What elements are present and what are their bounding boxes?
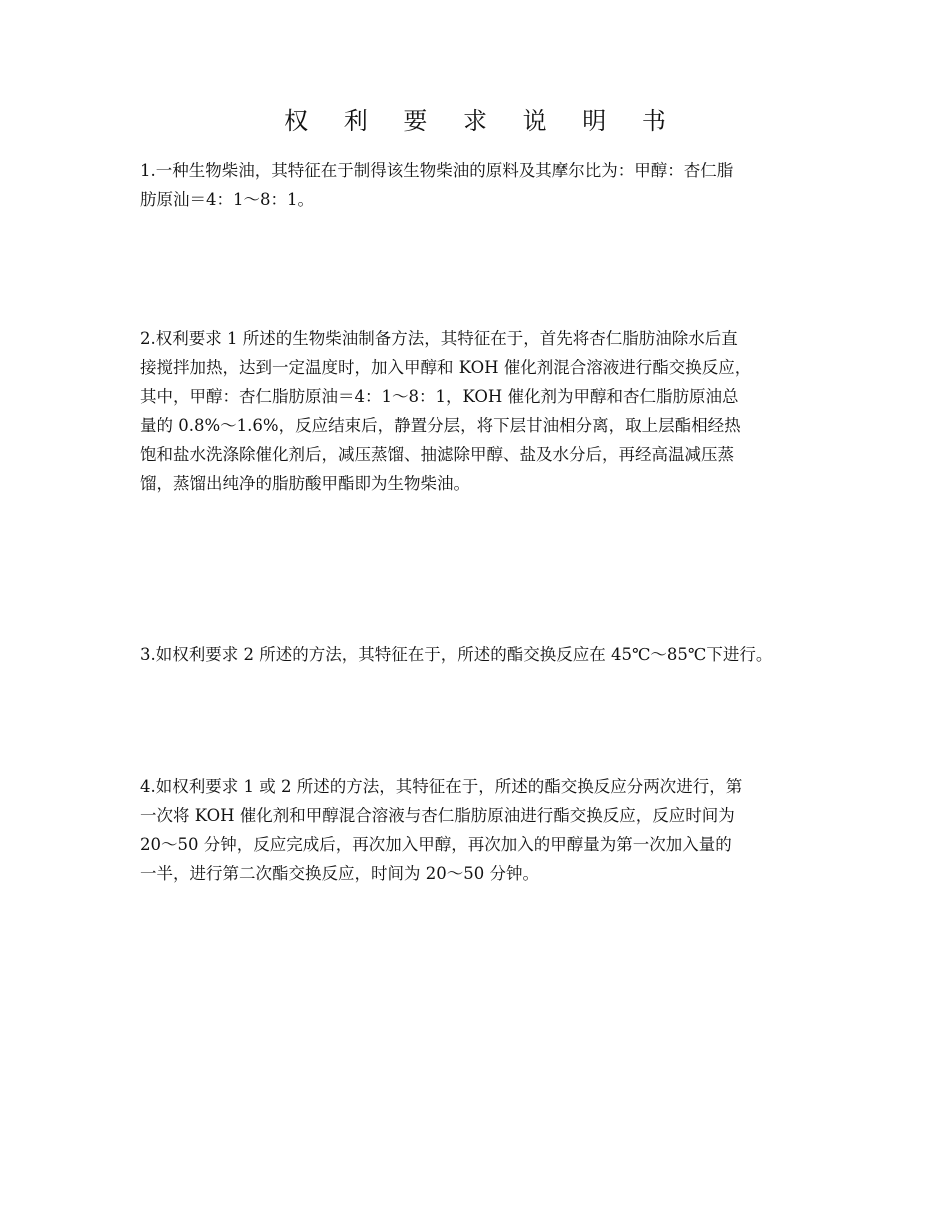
claim-1-line-2: 肪原汕＝4：1～8：1。 <box>140 190 314 209</box>
claim-2-line-6: 馏，蒸馏出纯净的脂肪酸甲酯即为生物柴油。 <box>140 474 470 493</box>
claim-4-line-2: 一次将 KOH 催化剂和甲醇混合溶液与杏仁脂肪原油进行酯交换反应，反应时间为 <box>140 806 735 825</box>
claim-3-line-1: 3.如权利要求 2 所述的方法，其特征在于，所述的酯交换反应在 45℃～85℃下进行。 <box>140 645 773 664</box>
claim-4 <box>140 772 830 888</box>
claim-4-line-1: 4.如权利要求 1 或 2 所述的方法，其特征在于，所述的酯交换反应分两次进行，第 <box>140 777 743 796</box>
claim-2-line-2: 接搅拌加热，达到一定温度时，加入甲醇和 KOH 催化剂混合溶液进行酯交换反应， <box>140 358 752 377</box>
claim-1-line-1: 1.一种生物柴油，其特征在于制得该生物柴油的原料及其摩尔比为：甲醇：杏仁脂 <box>140 161 734 180</box>
claim-4-line-4: 一半，进行第二次酯交换反应，时间为 20～50 分钟。 <box>140 864 539 883</box>
claim-2-line-1: 2.权利要求 1 所述的生物柴油制备方法，其特征在于，首先将杏仁脂肪油除水后直 <box>140 329 738 348</box>
claim-2 <box>140 324 830 498</box>
claim-1 <box>140 156 830 214</box>
claim-4-line-3: 20～50 分钟，反应完成后，再次加入甲醇，再次加入的甲醇量为第一次加入量的 <box>140 835 732 854</box>
claim-3 <box>140 640 830 669</box>
claim-2-line-5: 饱和盐水洗涤除催化剂后，减压蒸馏、抽滤除甲醇、盐及水分后，再经高温减压蒸 <box>140 445 734 464</box>
document-title: 权 利 要 求 说 明 书 <box>284 107 680 135</box>
claim-2-line-3: 其中，甲醇：杏仁脂肪原油＝4：1～8：1，KOH 催化剂为甲醇和杏仁脂肪原油总 <box>140 387 739 406</box>
claim-2-line-4: 量的 0.8%～1.6%，反应结束后，静置分层，将下层甘油相分离，取上层酯相经热 <box>140 416 741 435</box>
